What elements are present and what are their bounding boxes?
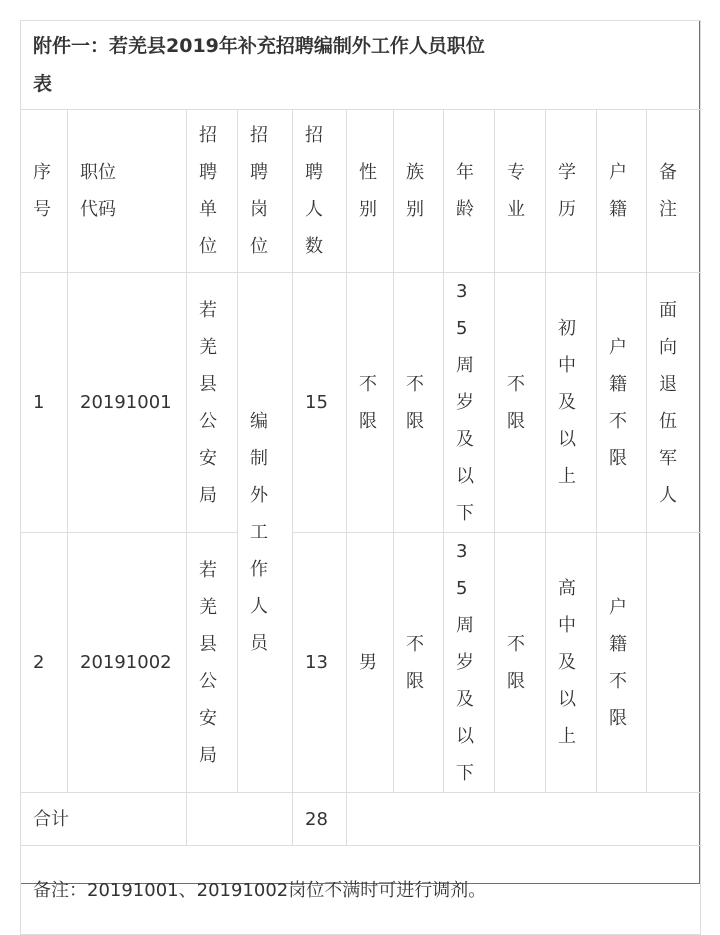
header-post: 招聘岗位 <box>238 110 293 273</box>
cell-hukou: 户籍不限 <box>597 533 647 793</box>
cell-code: 20191002 <box>68 533 187 793</box>
header-unit: 招聘单位 <box>187 110 238 273</box>
note-cell <box>21 846 701 935</box>
header-row <box>21 110 701 273</box>
cell-count: 15 <box>293 273 347 533</box>
table-row <box>21 533 701 793</box>
cell-no: 1 <box>21 273 68 533</box>
note-text: 备注：20191001、20191002岗位不满时可进行调剂。 <box>33 879 487 901</box>
cell-remark <box>647 533 701 793</box>
cell-ethnic: 不限 <box>394 273 444 533</box>
cell-gender: 男 <box>347 533 394 793</box>
cell-hukou: 户籍不限 <box>597 273 647 533</box>
cell-remark: 面向退伍军人 <box>647 273 701 533</box>
header-major: 专业 <box>495 110 546 273</box>
cell-education: 高中及以上 <box>546 533 597 793</box>
header-count: 招聘人数 <box>293 110 347 273</box>
cell-age: 35周岁及以下 <box>444 273 495 533</box>
total-empty <box>187 793 293 846</box>
cell-major: 不限 <box>495 273 546 533</box>
header-hukou: 户籍 <box>597 110 647 273</box>
header-gender: 性别 <box>347 110 394 273</box>
total-label: 合计 <box>21 793 187 846</box>
cell-major: 不限 <box>495 533 546 793</box>
cell-education: 初中及以上 <box>546 273 597 533</box>
header-education: 学历 <box>546 110 597 273</box>
position-table <box>20 20 701 935</box>
header-remark: 备注 <box>647 110 701 273</box>
table-title-cell <box>21 21 701 110</box>
total-filler <box>347 793 701 846</box>
cell-gender: 不限 <box>347 273 394 533</box>
cell-code: 20191001 <box>68 273 187 533</box>
page-title: 附件一：若羌县2019年补充招聘编制外工作人员职位表 <box>33 35 485 95</box>
table-row <box>21 273 701 533</box>
header-age: 年龄 <box>444 110 495 273</box>
cell-count: 13 <box>293 533 347 793</box>
cell-post: 编制外工作人员 <box>238 273 293 793</box>
cell-age: 35周岁及以下 <box>444 533 495 793</box>
header-no: 序号 <box>21 110 68 273</box>
header-ethnic: 族别 <box>394 110 444 273</box>
cell-ethnic: 不限 <box>394 533 444 793</box>
total-count: 28 <box>293 793 347 846</box>
cell-no: 2 <box>21 533 68 793</box>
cell-unit: 若羌县公安局 <box>187 533 238 793</box>
cell-unit: 若羌县公安局 <box>187 273 238 533</box>
total-row <box>21 793 701 846</box>
header-code: 职位代码 <box>68 110 187 273</box>
